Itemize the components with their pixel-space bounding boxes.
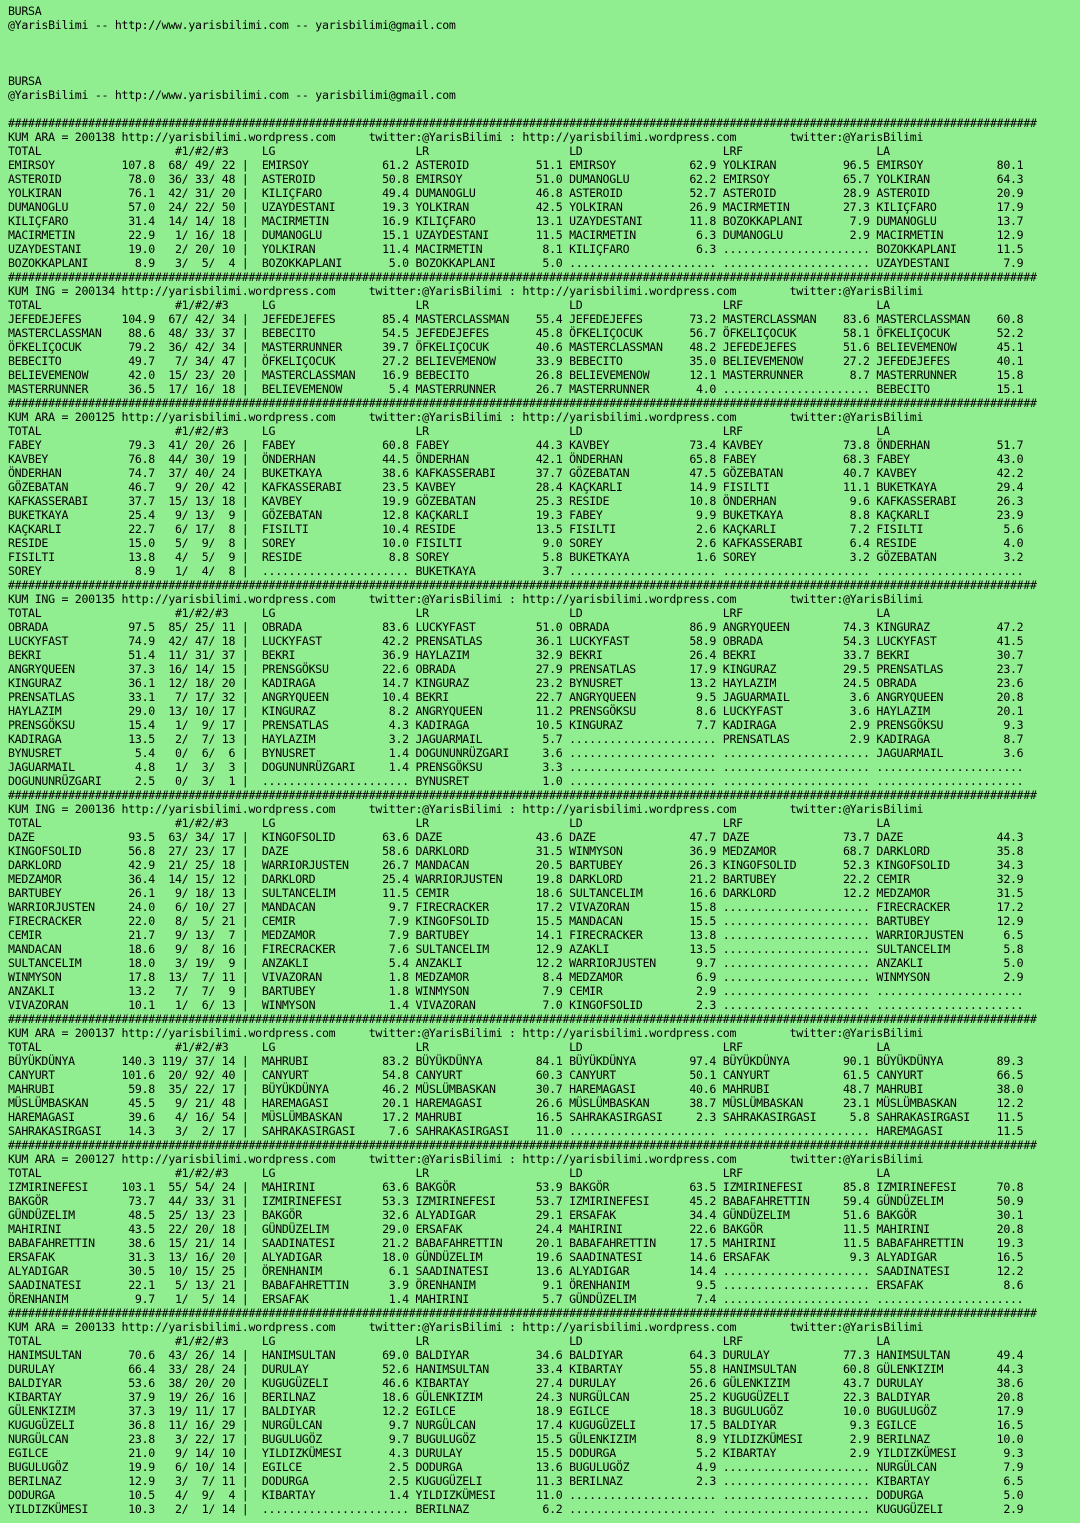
text-line: TOTAL #1/#2/#3 LG LR LD LRF LA bbox=[8, 1166, 890, 1180]
text-line: KINGURAZ 36.1 12/ 18/ 20 | KADIRAGA 14.7 KINGURAZ 23.2 BYNUSRET 13.2 HAYLAZIM 24.5 OBRADA 23.6 bbox=[8, 676, 1024, 690]
text-line: EGILCE 21.0 9/ 14/ 10 | YILDIZKÜMESI 4.3 DURULAY 15.5 DODURGA 5.2 KIBARTAY 2.9 YILDIZKÜMESI 9.3 bbox=[8, 1446, 1024, 1460]
text-line: MASTERRUNNER 36.5 17/ 16/ 18 | BELIEVEMENOW 5.4 MASTERRUNNER 26.7 MASTERRUNNER 4.0 ...................... BEBECITO 15.1 bbox=[8, 382, 1024, 396]
text-line: ANGRYQUEEN 37.3 16/ 14/ 15 | PRENSGÖKSU 22.6 OBRADA 27.9 PRENSATLAS 17.9 KINGURAZ 29.5 PRENSATLAS 23.7 bbox=[8, 662, 1024, 676]
text-line: BEBECITO 49.7 7/ 34/ 47 | ÖFKELIÇOCUK 27.2 BELIEVEMENOW 33.9 BEBECITO 35.0 BELIEVEMENOW 27.2 JEFEDEJEFES 40.1 bbox=[8, 354, 1024, 368]
text-line: GÜNDÜZELIM 48.5 25/ 13/ 23 | BAKGÖR 32.6 ALYADIGAR 29.1 ERSAFAK 34.4 GÜNDÜZELIM 51.6 BAKGÖR 30.1 bbox=[8, 1208, 1024, 1222]
text-line: DARKLORD 42.9 21/ 25/ 18 | WARRIORJUSTEN 26.7 MANDACAN 20.5 BARTUBEY 26.3 KINGOFSOLID 52.3 KINGOFSOLID 34.3 bbox=[8, 858, 1024, 872]
text-line: MÜSLÜMBASKAN 45.5 9/ 21/ 48 | HAREMAGASI 20.1 HAREMAGASI 26.6 MÜSLÜMBASKAN 38.7 MÜSLÜMBASKAN 23.1 MÜSLÜMBASKAN 12.2 bbox=[8, 1096, 1024, 1110]
text-line: DUMANOGLU 57.0 24/ 22/ 50 | UZAYDESTANI 19.3 YOLKIRAN 42.5 YOLKIRAN 26.9 MACIRMETIN 27.3 KILIÇFARO 17.9 bbox=[8, 200, 1024, 214]
text-line: MASTERCLASSMAN 88.6 48/ 33/ 37 | BEBECITO 54.5 JEFEDEJEFES 45.8 ÖFKELIÇOCUK 56.7 ÖFKELIÇOCUK 58.1 ÖFKELIÇOCUK 52.2 bbox=[8, 326, 1024, 340]
text-line: BARTUBEY 26.1 9/ 18/ 13 | SULTANCELIM 11.5 CEMIR 18.6 SULTANCELIM 16.6 DARKLORD 12.2 MEDZAMOR 31.5 bbox=[8, 886, 1024, 900]
text-line: TOTAL #1/#2/#3 LG LR LD LRF LA bbox=[8, 144, 890, 158]
text-line: KUM ARA = 200138 http://yarisbilimi.wordpress.com twitter:@YarisBilimi : http://yarisbilimi.wordpress.com twitter:@YarisBilimi bbox=[8, 130, 924, 144]
text-line: KIBARTAY 37.9 19/ 26/ 16 | BERILNAZ 18.6 GÜLENKIZIM 24.3 NURGÜLCAN 25.2 KUGUGÜZELI 22.3 BALDIYAR 20.8 bbox=[8, 1390, 1024, 1404]
text-line: KAFKASSERABI 37.7 15/ 13/ 18 | KAVBEY 19.9 GÖZEBATAN 25.3 RESIDE 10.8 ÖNDERHAN 9.6 KAFKASSERABI 26.3 bbox=[8, 494, 1024, 508]
text-line: KUM ING = 200136 http://yarisbilimi.wordpress.com twitter:@YarisBilimi : http://yarisbilimi.wordpress.com twitter:@YarisBilimi bbox=[8, 802, 924, 816]
text-line: ERSAFAK 31.3 13/ 16/ 20 | ALYADIGAR 18.0 GÜNDÜZELIM 19.6 SAADINATESI 14.6 ERSAFAK 9.3 ALYADIGAR 16.5 bbox=[8, 1250, 1024, 1264]
separator-line: ########################################################################################################################################################## bbox=[8, 116, 1037, 130]
text-line: BYNUSRET 5.4 0/ 6/ 6 | BYNUSRET 1.4 DOGUNUNRÜZGARI 3.6 ...................... ...................... JAGUARMAIL 3.6 bbox=[8, 746, 1024, 760]
text-line: ANZAKLI 13.2 7/ 7/ 9 | BARTUBEY 1.8 WINMYSON 7.9 CEMIR 2.9 ...................... ...................... bbox=[8, 984, 1024, 998]
text-line: TOTAL #1/#2/#3 LG LR LD LRF LA bbox=[8, 424, 890, 438]
text-line: KILIÇFARO 31.4 14/ 14/ 18 | MACIRMETIN 16.9 KILIÇFARO 13.1 UZAYDESTANI 11.8 BOZOKKAPLANI 7.9 DUMANOGLU 13.7 bbox=[8, 214, 1024, 228]
text-line: FABEY 79.3 41/ 20/ 26 | FABEY 60.8 FABEY 44.3 KAVBEY 73.4 KAVBEY 73.8 ÖNDERHAN 51.7 bbox=[8, 438, 1024, 452]
text-line: BERILNAZ 12.9 3/ 7/ 11 | DODURGA 2.5 KUGUGÜZELI 11.3 BERILNAZ 2.3 ...................... KIBARTAY 6.5 bbox=[8, 1474, 1024, 1488]
text-line: VIVAZORAN 10.1 1/ 6/ 13 | WINMYSON 1.4 VIVAZORAN 7.0 KINGOFSOLID 2.3 ...................... ...................... bbox=[8, 998, 1024, 1012]
text-line: EMIRSOY 107.8 68/ 49/ 22 | EMIRSOY 61.2 ASTEROID 51.1 EMIRSOY 62.9 YOLKIRAN 96.5 EMIRSOY 80.1 bbox=[8, 158, 1024, 172]
text-line: JAGUARMAIL 4.8 1/ 3/ 3 | DOGUNUNRÜZGARI 1.4 PRENSGÖKSU 3.3 ...................... ...................... ...................... bbox=[8, 760, 1024, 774]
text-line: BOZOKKAPLANI 8.9 3/ 5/ 4 | BOZOKKAPLANI 5.0 BOZOKKAPLANI 5.0 ...................... ...................... UZAYDESTANI 7.9 bbox=[8, 256, 1024, 270]
text-line: BELIEVEMENOW 42.0 15/ 23/ 20 | MASTERCLASSMAN 16.9 BEBECITO 26.8 BELIEVEMENOW 12.1 MASTERRUNNER 8.7 MASTERRUNNER 15.8 bbox=[8, 368, 1024, 382]
separator-line: ########################################################################################################################################################## bbox=[8, 578, 1037, 592]
text-line: @YarisBilimi -- http://www.yarisbilimi.com -- yarisbilimi@gmail.com bbox=[8, 88, 456, 102]
text-line: TOTAL #1/#2/#3 LG LR LD LRF LA bbox=[8, 1334, 890, 1348]
text-line: TOTAL #1/#2/#3 LG LR LD LRF LA bbox=[8, 606, 890, 620]
text-line: TOTAL #1/#2/#3 LG LR LD LRF LA bbox=[8, 816, 890, 830]
separator-line: ########################################################################################################################################################## bbox=[8, 270, 1037, 284]
text-line: DOGUNUNRÜZGARI 2.5 0/ 3/ 1 | ...................... BYNUSRET 1.0 ...................... ...................... ...................... bbox=[8, 774, 1024, 788]
text-line: KUGUGÜZELI 36.8 11/ 16/ 29 | NURGÜLCAN 9.7 NURGÜLCAN 17.4 KUGUGÜZELI 17.5 BALDIYAR 9.3 EGILCE 16.5 bbox=[8, 1418, 1024, 1432]
text-line bbox=[8, 60, 1080, 74]
text-line: MAHIRINI 43.5 22/ 20/ 18 | GÜNDÜZELIM 29.0 ERSAFAK 24.4 MAHIRINI 22.6 BAKGÖR 11.5 MAHIRINI 20.8 bbox=[8, 1222, 1024, 1236]
text-line: WINMYSON 17.8 13/ 7/ 11 | VIVAZORAN 1.8 MEDZAMOR 8.4 MEDZAMOR 6.9 ...................... WINMYSON 2.9 bbox=[8, 970, 1024, 984]
text-line: FISILTI 13.8 4/ 5/ 9 | RESIDE 8.8 SOREY 5.8 BUKETKAYA 1.6 SOREY 3.2 GÖZEBATAN 3.2 bbox=[8, 550, 1024, 564]
text-line bbox=[8, 46, 1080, 60]
text-line: SAADINATESI 22.1 5/ 13/ 21 | BABAFAHRETTIN 3.9 ÖRENHANIM 9.1 ÖRENHANIM 9.5 ...................... ERSAFAK 8.6 bbox=[8, 1278, 1024, 1292]
text-line: RESIDE 15.0 5/ 9/ 8 | SOREY 10.0 FISILTI 9.0 SOREY 2.6 KAFKASSERABI 6.4 RESIDE 4.0 bbox=[8, 536, 1024, 550]
text-line: KINGOFSOLID 56.8 27/ 23/ 17 | DAZE 58.6 DARKLORD 31.5 WINMYSON 36.9 MEDZAMOR 68.7 DARKLORD 35.8 bbox=[8, 844, 1024, 858]
text-line: KUM ARA = 200125 http://yarisbilimi.wordpress.com twitter:@YarisBilimi : http://yarisbilimi.wordpress.com twitter:@YarisBilimi bbox=[8, 410, 924, 424]
text-line: JEFEDEJEFES 104.9 67/ 42/ 34 | JEFEDEJEFES 85.4 MASTERCLASSMAN 55.4 JEFEDEJEFES 73.2 MASTERCLASSMAN 83.6 MASTERCLASSMAN 60.8 bbox=[8, 312, 1024, 326]
text-line: KUM ARA = 200133 http://yarisbilimi.wordpress.com twitter:@YarisBilimi : http://yarisbilimi.wordpress.com twitter:@YarisBilimi bbox=[8, 1320, 924, 1334]
text-line: BUGULUGÖZ 19.9 6/ 10/ 14 | EGILCE 2.5 DODURGA 13.6 BUGULUGÖZ 4.9 ...................... NURGÜLCAN 7.9 bbox=[8, 1460, 1024, 1474]
text-line: MACIRMETIN 22.9 1/ 16/ 18 | DUMANOGLU 15.1 UZAYDESTANI 11.5 MACIRMETIN 6.3 DUMANOGLU 2.9 MACIRMETIN 12.9 bbox=[8, 228, 1024, 242]
text-line: MANDACAN 18.6 9/ 8/ 16 | FIRECRACKER 7.6 SULTANCELIM 12.9 AZAKLI 13.5 ...................... SULTANCELIM 5.8 bbox=[8, 942, 1024, 956]
text-line: LUCKYFAST 74.9 42/ 47/ 18 | LUCKYFAST 42.2 PRENSATLAS 36.1 LUCKYFAST 58.9 OBRADA 54.3 LUCKYFAST 41.5 bbox=[8, 634, 1024, 648]
text-line: GÖZEBATAN 46.7 9/ 20/ 42 | KAFKASSERABI 23.5 KAVBEY 28.4 KAÇKARLI 14.9 FISILTI 11.1 BUKETKAYA 29.4 bbox=[8, 480, 1024, 494]
text-line: OBRADA 97.5 85/ 25/ 11 | OBRADA 83.6 LUCKYFAST 51.0 OBRADA 86.9 ANGRYQUEEN 74.3 KINGURAZ 47.2 bbox=[8, 620, 1024, 634]
text-line: KUM ING = 200134 http://yarisbilimi.wordpress.com twitter:@YarisBilimi : http://yarisbilimi.wordpress.com twitter:@YarisBilimi bbox=[8, 284, 924, 298]
text-line: IZMIRINEFESI 103.1 55/ 54/ 24 | MAHIRINI 63.6 BAKGÖR 53.9 BAKGÖR 63.5 IZMIRINEFESI 85.8 IZMIRINEFESI 70.8 bbox=[8, 1180, 1024, 1194]
text-line: YILDIZKÜMESI 10.3 2/ 1/ 14 | ...................... BERILNAZ 6.2 ...................... ...................... KUGUGÜZELI 2.9 bbox=[8, 1502, 1024, 1516]
text-line: DODURGA 10.5 4/ 9/ 4 | KIBARTAY 1.4 YILDIZKÜMESI 11.0 ...................... ...................... DODURGA 5.0 bbox=[8, 1488, 1024, 1502]
text-line: KUM ARA = 200137 http://yarisbilimi.wordpress.com twitter:@YarisBilimi : http://yarisbilimi.wordpress.com twitter:@YarisBilimi bbox=[8, 1026, 924, 1040]
text-line: GÜLENKIZIM 37.3 19/ 11/ 17 | BALDIYAR 12.2 EGILCE 18.9 EGILCE 18.3 BUGULUGÖZ 10.0 BUGULUGÖZ 17.9 bbox=[8, 1404, 1024, 1418]
text-line bbox=[8, 102, 1080, 116]
text-line: KUM ING = 200135 http://yarisbilimi.wordpress.com twitter:@YarisBilimi : http://yarisbilimi.wordpress.com twitter:@YarisBilimi bbox=[8, 592, 924, 606]
text-line: KAVBEY 76.8 44/ 30/ 19 | ÖNDERHAN 44.5 ÖNDERHAN 42.1 ÖNDERHAN 65.8 FABEY 68.3 FABEY 43.0 bbox=[8, 452, 1024, 466]
text-line: HAYLAZIM 29.0 13/ 10/ 17 | KINGURAZ 8.2 ANGRYQUEEN 11.2 PRENSGÖKSU 8.6 LUCKYFAST 3.6 HAYLAZIM 20.1 bbox=[8, 704, 1024, 718]
text-line: ALYADIGAR 30.5 10/ 15/ 25 | ÖRENHANIM 6.1 SAADINATESI 13.6 ALYADIGAR 14.4 ...................... SAADINATESI 12.2 bbox=[8, 1264, 1024, 1278]
text-line: TOTAL #1/#2/#3 LG LR LD LRF LA bbox=[8, 298, 890, 312]
text-line: NURGÜLCAN 23.8 3/ 22/ 17 | BUGULUGÖZ 9.7 BUGULUGÖZ 15.5 GÜLENKIZIM 8.9 YILDIZKÜMESI 2.9 BERILNAZ 10.0 bbox=[8, 1432, 1024, 1446]
text-line: SAHRAKASIRGASI 14.3 3/ 2/ 17 | SAHRAKASIRGASI 7.6 SAHRAKASIRGASI 11.0 ...................... ...................... HAREMAGASI 11.5 bbox=[8, 1124, 1024, 1138]
text-line: BURSA bbox=[8, 4, 42, 18]
text-line: BURSA bbox=[8, 74, 42, 88]
text-line: BEKRI 51.4 11/ 31/ 37 | BEKRI 36.9 HAYLAZIM 32.9 BEKRI 26.4 BEKRI 33.7 BEKRI 30.7 bbox=[8, 648, 1024, 662]
text-line: BUKETKAYA 25.4 9/ 13/ 9 | GÖZEBATAN 12.8 KAÇKARLI 19.3 FABEY 9.9 BUKETKAYA 8.8 KAÇKARLI 23.9 bbox=[8, 508, 1024, 522]
text-line: WARRIORJUSTEN 24.0 6/ 10/ 27 | MANDACAN 9.7 FIRECRACKER 17.2 VIVAZORAN 15.8 ...................... FIRECRACKER 17.2 bbox=[8, 900, 1024, 914]
text-line: ÖRENHANIM 9.7 1/ 5/ 14 | ERSAFAK 1.4 MAHIRINI 5.7 GÜNDÜZELIM 7.4 ...................... ...................... bbox=[8, 1292, 1024, 1306]
text-line: SULTANCELIM 18.0 3/ 19/ 9 | ANZAKLI 5.4 ANZAKLI 12.2 WARRIORJUSTEN 9.7 ...................... ANZAKLI 5.0 bbox=[8, 956, 1024, 970]
text-line: ÖNDERHAN 74.7 37/ 40/ 24 | BUKETKAYA 38.6 KAFKASSERABI 37.7 GÖZEBATAN 47.5 GÖZEBATAN 40.7 KAVBEY 42.2 bbox=[8, 466, 1024, 480]
text-line: CANYURT 101.6 20/ 92/ 40 | CANYURT 54.8 CANYURT 60.3 CANYURT 50.1 CANYURT 61.5 CANYURT 66.5 bbox=[8, 1068, 1024, 1082]
text-line: BÜYÜKDÜNYA 140.3 119/ 37/ 14 | MAHRUBI 83.2 BÜYÜKDÜNYA 84.1 BÜYÜKDÜNYA 97.4 BÜYÜKDÜNYA 90.1 BÜYÜKDÜNYA 89.3 bbox=[8, 1054, 1024, 1068]
text-line: PRENSATLAS 33.1 7/ 17/ 32 | ANGRYQUEEN 10.4 BEKRI 22.7 ANGRYQUEEN 9.5 JAGUARMAIL 3.6 ANGRYQUEEN 20.8 bbox=[8, 690, 1024, 704]
text-line: MAHRUBI 59.8 35/ 22/ 17 | BÜYÜKDÜNYA 46.2 MÜSLÜMBASKAN 30.7 HAREMAGASI 40.6 MAHRUBI 48.7 MAHRUBI 38.0 bbox=[8, 1082, 1024, 1096]
text-line: BALDIYAR 53.6 38/ 20/ 20 | KUGUGÜZELI 46.6 KIBARTAY 27.4 DURULAY 26.6 GÜLENKIZIM 43.7 DURULAY 38.6 bbox=[8, 1376, 1024, 1390]
text-line: MEDZAMOR 36.4 14/ 15/ 12 | DARKLORD 25.4 WARRIORJUSTEN 19.8 DARKLORD 21.2 BARTUBEY 22.2 CEMIR 32.9 bbox=[8, 872, 1024, 886]
text-line: TOTAL #1/#2/#3 LG LR LD LRF LA bbox=[8, 1040, 890, 1054]
separator-line: ########################################################################################################################################################## bbox=[8, 1138, 1037, 1152]
separator-line: ########################################################################################################################################################## bbox=[8, 396, 1037, 410]
text-line: HAREMAGASI 39.6 4/ 16/ 54 | MÜSLÜMBASKAN 17.2 MAHRUBI 16.5 SAHRAKASIRGASI 2.3 SAHRAKASIRGASI 5.8 SAHRAKASIRGASI 11.5 bbox=[8, 1110, 1024, 1124]
text-line: PRENSGÖKSU 15.4 1/ 9/ 17 | PRENSATLAS 4.3 KADIRAGA 10.5 KINGURAZ 7.7 KADIRAGA 2.9 PRENSGÖKSU 9.3 bbox=[8, 718, 1024, 732]
text-line: KADIRAGA 13.5 2/ 7/ 13 | HAYLAZIM 3.2 JAGUARMAIL 5.7 ...................... PRENSATLAS 2.9 KADIRAGA 8.7 bbox=[8, 732, 1024, 746]
text-line: ASTEROID 78.0 36/ 33/ 48 | ASTEROID 50.8 EMIRSOY 51.0 DUMANOGLU 62.2 EMIRSOY 65.7 YOLKIRAN 64.3 bbox=[8, 172, 1024, 186]
text-line: HANIMSULTAN 70.6 43/ 26/ 14 | HANIMSULTAN 69.0 BALDIYAR 34.6 BALDIYAR 64.3 DURULAY 77.3 HANIMSULTAN 49.4 bbox=[8, 1348, 1024, 1362]
text-line: BAKGÖR 73.7 44/ 33/ 31 | IZMIRINEFESI 53.3 IZMIRINEFESI 53.7 IZMIRINEFESI 45.2 BABAFAHRETTIN 59.4 GÜNDÜZELIM 50.9 bbox=[8, 1194, 1024, 1208]
text-line bbox=[8, 32, 1080, 46]
separator-line: ########################################################################################################################################################## bbox=[8, 1012, 1037, 1026]
text-line: FIRECRACKER 22.0 8/ 5/ 21 | CEMIR 7.9 KINGOFSOLID 15.5 MANDACAN 15.5 ...................... BARTUBEY 12.9 bbox=[8, 914, 1024, 928]
text-line: YOLKIRAN 76.1 42/ 31/ 20 | KILIÇFARO 49.4 DUMANOGLU 46.8 ASTEROID 52.7 ASTEROID 28.9 ASTEROID 20.9 bbox=[8, 186, 1024, 200]
text-line: UZAYDESTANI 19.0 2/ 20/ 10 | YOLKIRAN 11.4 MACIRMETIN 8.1 KILIÇFARO 6.3 ...................... BOZOKKAPLANI 11.5 bbox=[8, 242, 1024, 256]
text-line: DAZE 93.5 63/ 34/ 17 | KINGOFSOLID 63.6 DAZE 43.6 DAZE 47.7 DAZE 73.7 DAZE 44.3 bbox=[8, 830, 1024, 844]
text-line: DURULAY 66.4 33/ 28/ 24 | DURULAY 52.6 HANIMSULTAN 33.4 KIBARTAY 55.8 HANIMSULTAN 60.8 GÜLENKIZIM 44.3 bbox=[8, 1362, 1024, 1376]
text-line: SOREY 8.9 1/ 4/ 8 | ...................... BUKETKAYA 3.7 ...................... ...................... ...................... bbox=[8, 564, 1024, 578]
text-line: KAÇKARLI 22.7 6/ 17/ 8 | FISILTI 10.4 RESIDE 13.5 FISILTI 2.6 KAÇKARLI 7.2 FISILTI 5.6 bbox=[8, 522, 1024, 536]
text-line: BABAFAHRETTIN 38.6 15/ 21/ 14 | SAADINATESI 21.2 BABAFAHRETTIN 20.1 BABAFAHRETTIN 17.5 MAHIRINI 11.5 BABAFAHRETTIN 19.3 bbox=[8, 1236, 1024, 1250]
separator-line: ########################################################################################################################################################## bbox=[8, 788, 1037, 802]
text-line: KUM ARA = 200127 http://yarisbilimi.wordpress.com twitter:@YarisBilimi : http://yarisbilimi.wordpress.com twitter:@YarisBilimi bbox=[8, 1152, 924, 1166]
text-line: CEMIR 21.7 9/ 13/ 7 | MEDZAMOR 7.9 BARTUBEY 14.1 FIRECRACKER 13.8 ...................... WARRIORJUSTEN 6.5 bbox=[8, 928, 1024, 942]
separator-line: ########################################################################################################################################################## bbox=[8, 1306, 1037, 1320]
text-line: @YarisBilimi -- http://www.yarisbilimi.com -- yarisbilimi@gmail.com bbox=[8, 18, 456, 32]
text-line: ÖFKELIÇOCUK 79.2 36/ 42/ 34 | MASTERRUNNER 39.7 ÖFKELIÇOCUK 40.6 MASTERCLASSMAN 48.2 JEFEDEJEFES 51.6 BELIEVEMENOW 45.1 bbox=[8, 340, 1024, 354]
